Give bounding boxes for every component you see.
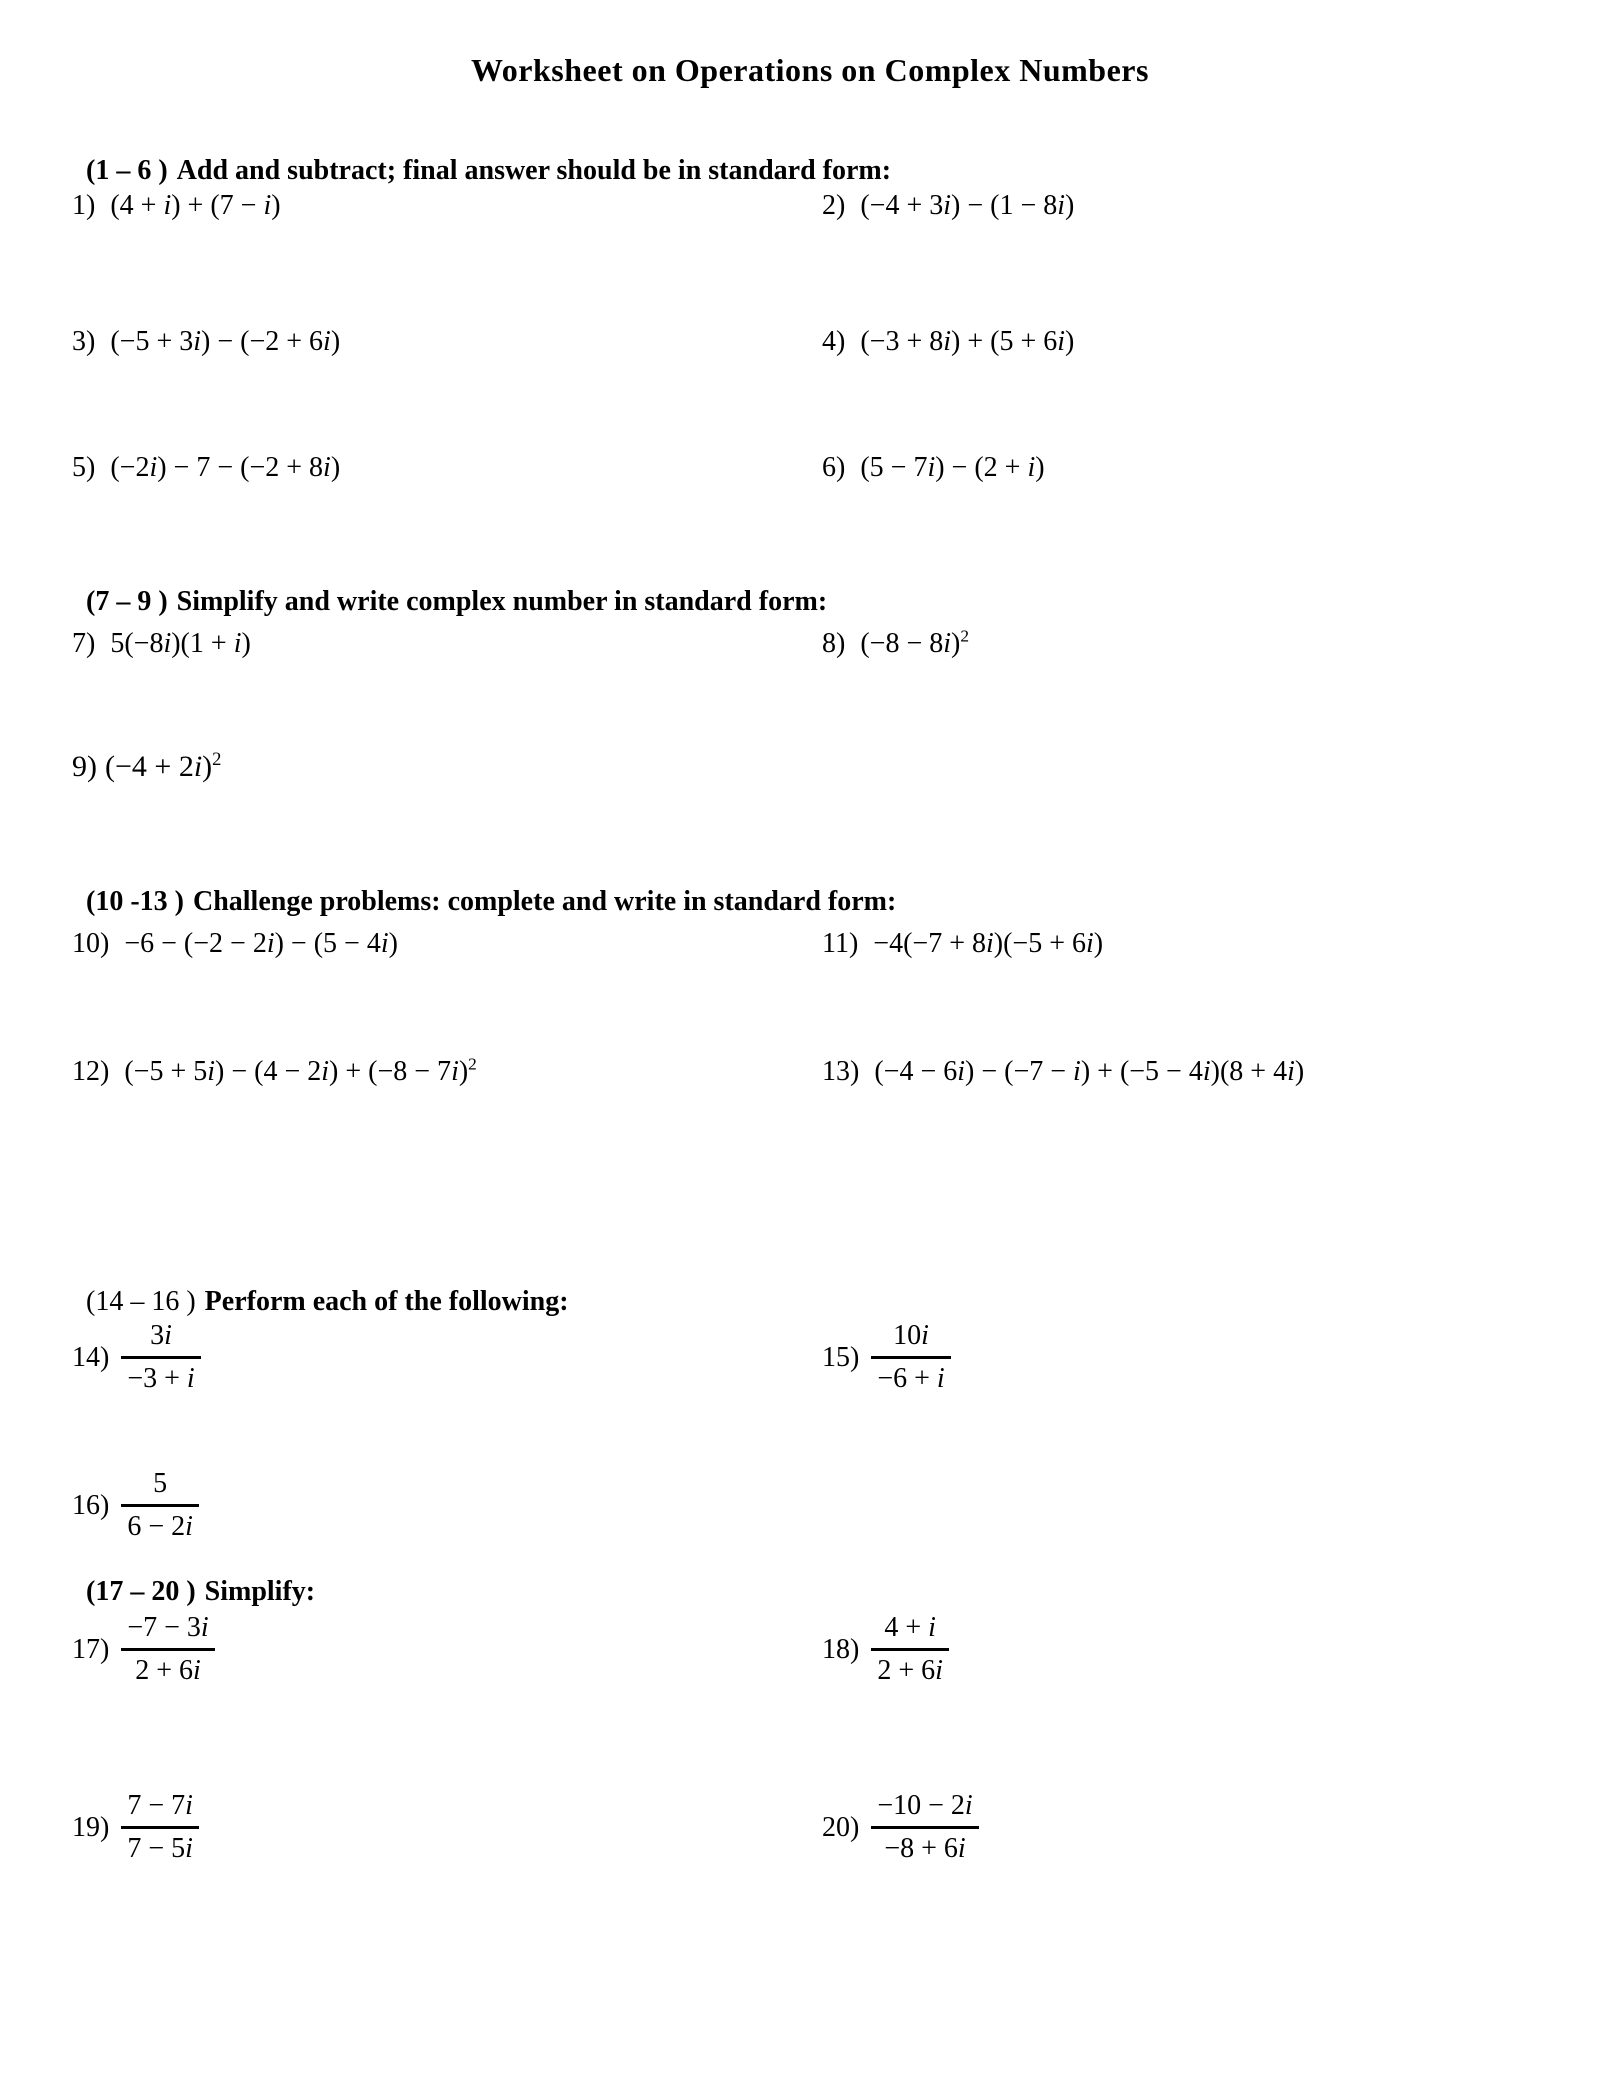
problem-16-fraction xyxy=(121,1468,199,1543)
fraction-bar xyxy=(121,1504,199,1507)
problem-19 xyxy=(72,1790,199,1865)
problem-11-expression: −4(−7 + 8i)(−5 + 6i) xyxy=(873,928,1104,959)
problem-14 xyxy=(72,1320,201,1395)
problem-4 xyxy=(822,326,1074,358)
problem-10-number: 10) xyxy=(72,928,110,959)
section-2-header xyxy=(86,586,827,618)
problem-12-expression: $(-5 + 5i) - (4 - 2i) + (-8 - 7i)^2$ xyxy=(124,1054,477,1087)
problem-4-number: 4) xyxy=(822,326,846,357)
problem-12 xyxy=(72,1056,477,1088)
problem-12-number: 12) xyxy=(72,1056,110,1087)
problem-13-expression: (−4 − 6i) − (−7 − i) + (−5 − 4i)(8 + 4i) xyxy=(874,1056,1305,1087)
section-4-header xyxy=(86,1286,569,1318)
problem-7-number: 7) xyxy=(72,628,96,659)
problem-17 xyxy=(72,1612,215,1687)
problem-18-fraction xyxy=(871,1612,949,1687)
problem-14-fraction xyxy=(121,1320,200,1395)
section-3-instruction: Challenge problems: complete and write in standard form: xyxy=(192,886,897,917)
problem-17-fraction xyxy=(121,1612,214,1687)
fraction-numerator: −7 − 3i xyxy=(127,1612,209,1643)
section-4-instruction: Perform each of the following: xyxy=(204,1286,569,1317)
problem-6-expression: (5 − 7i) − (2 + i) xyxy=(860,452,1045,483)
problem-2-expression: (−4 + 3i) − (1 − 8i) xyxy=(860,190,1075,221)
fraction-denominator: 2 + 6i xyxy=(135,1655,201,1687)
problem-10-expression: −6 − (−2 − 2i) − (5 − 4i) xyxy=(124,928,398,959)
section-1-instruction: Add and subtract; final answer should be in standard form: xyxy=(176,155,892,186)
problem-8 xyxy=(822,628,969,660)
problem-1-number: 1) xyxy=(72,190,96,221)
problem-16-number: 16) xyxy=(72,1489,110,1521)
problem-18-number: 18) xyxy=(822,1633,860,1665)
problem-5 xyxy=(72,452,340,484)
problem-19-fraction xyxy=(121,1790,199,1865)
fraction-bar xyxy=(871,1826,978,1829)
fraction-bar xyxy=(121,1648,214,1651)
fraction-bar xyxy=(871,1648,949,1651)
fraction-denominator: −3 + i xyxy=(127,1363,195,1395)
fraction-bar xyxy=(121,1356,200,1359)
problem-15 xyxy=(822,1320,951,1395)
fraction-numerator: −10 − 2i xyxy=(877,1790,973,1821)
fraction-denominator: 7 − 5i xyxy=(127,1833,193,1865)
problem-20 xyxy=(822,1790,979,1865)
problem-2 xyxy=(822,190,1074,222)
problem-13 xyxy=(822,1056,1304,1088)
fraction-bar xyxy=(121,1826,199,1829)
problem-8-number: 8) xyxy=(822,628,846,659)
fraction-numerator: 3i xyxy=(150,1320,172,1351)
problem-8-expression: $(-8 - 8i)^2$ xyxy=(860,626,970,659)
problem-4-expression: (−3 + 8i) + (5 + 6i) xyxy=(860,326,1075,357)
fraction-denominator: 2 + 6i xyxy=(877,1655,943,1687)
problem-3-number: 3) xyxy=(72,326,96,357)
problem-5-number: 5) xyxy=(72,452,96,483)
fraction-numerator: 7 − 7i xyxy=(127,1790,193,1821)
problem-3-expression: (−5 + 3i) − (−2 + 6i) xyxy=(110,326,341,357)
section-5-header xyxy=(86,1576,315,1608)
section-3-header xyxy=(86,886,896,918)
problem-17-number: 17) xyxy=(72,1633,110,1665)
section-1-header xyxy=(86,155,891,187)
problem-5-expression: (−2i) − 7 − (−2 + 8i) xyxy=(110,452,341,483)
problem-13-number: 13) xyxy=(822,1056,860,1087)
section-5-range: (17 – 20 ) xyxy=(86,1576,196,1607)
problem-1 xyxy=(72,190,281,222)
section-4-range: (14 – 16 ) xyxy=(86,1286,196,1317)
problem-7 xyxy=(72,628,251,660)
problem-9-expression: $(-4 + 2i)^2$ xyxy=(105,749,222,783)
section-2-instruction: Simplify and write complex number in standard form: xyxy=(176,586,828,617)
section-1-range: (1 – 6 ) xyxy=(86,155,168,186)
problem-20-number: 20) xyxy=(822,1811,860,1843)
fraction-denominator: −6 + i xyxy=(877,1363,945,1395)
fraction-numerator: 4 + i xyxy=(884,1612,936,1643)
section-2-range: (7 – 9 ) xyxy=(86,586,168,617)
fraction-denominator: −8 + 6i xyxy=(884,1833,966,1865)
problem-3 xyxy=(72,326,340,358)
fraction-numerator: 5 xyxy=(153,1468,168,1499)
problem-1-expression: (4 + i) + (7 − i) xyxy=(110,190,281,221)
problem-6 xyxy=(822,452,1045,484)
fraction-numerator: 10i xyxy=(893,1320,929,1351)
problem-10 xyxy=(72,928,398,960)
problem-9-number: 9) xyxy=(72,750,97,783)
problem-15-number: 15) xyxy=(822,1341,860,1373)
fraction-bar xyxy=(871,1356,950,1359)
problem-14-number: 14) xyxy=(72,1341,110,1373)
fraction-denominator: 6 − 2i xyxy=(127,1511,193,1543)
section-3-range: (10 -13 ) xyxy=(86,886,184,917)
problem-19-number: 19) xyxy=(72,1811,110,1843)
problem-15-fraction xyxy=(871,1320,950,1395)
problem-7-expression: 5(−8i)(1 + i) xyxy=(110,628,251,659)
problem-11-number: 11) xyxy=(822,928,859,959)
problem-16 xyxy=(72,1468,199,1543)
problem-11 xyxy=(822,928,1103,960)
problem-18 xyxy=(822,1612,949,1687)
page-title: Worksheet on Operations on Complex Numbers xyxy=(471,52,1149,88)
problem-6-number: 6) xyxy=(822,452,846,483)
problem-2-number: 2) xyxy=(822,190,846,221)
problem-20-fraction xyxy=(871,1790,978,1865)
section-5-instruction: Simplify: xyxy=(204,1576,316,1607)
problem-9 xyxy=(72,750,221,784)
